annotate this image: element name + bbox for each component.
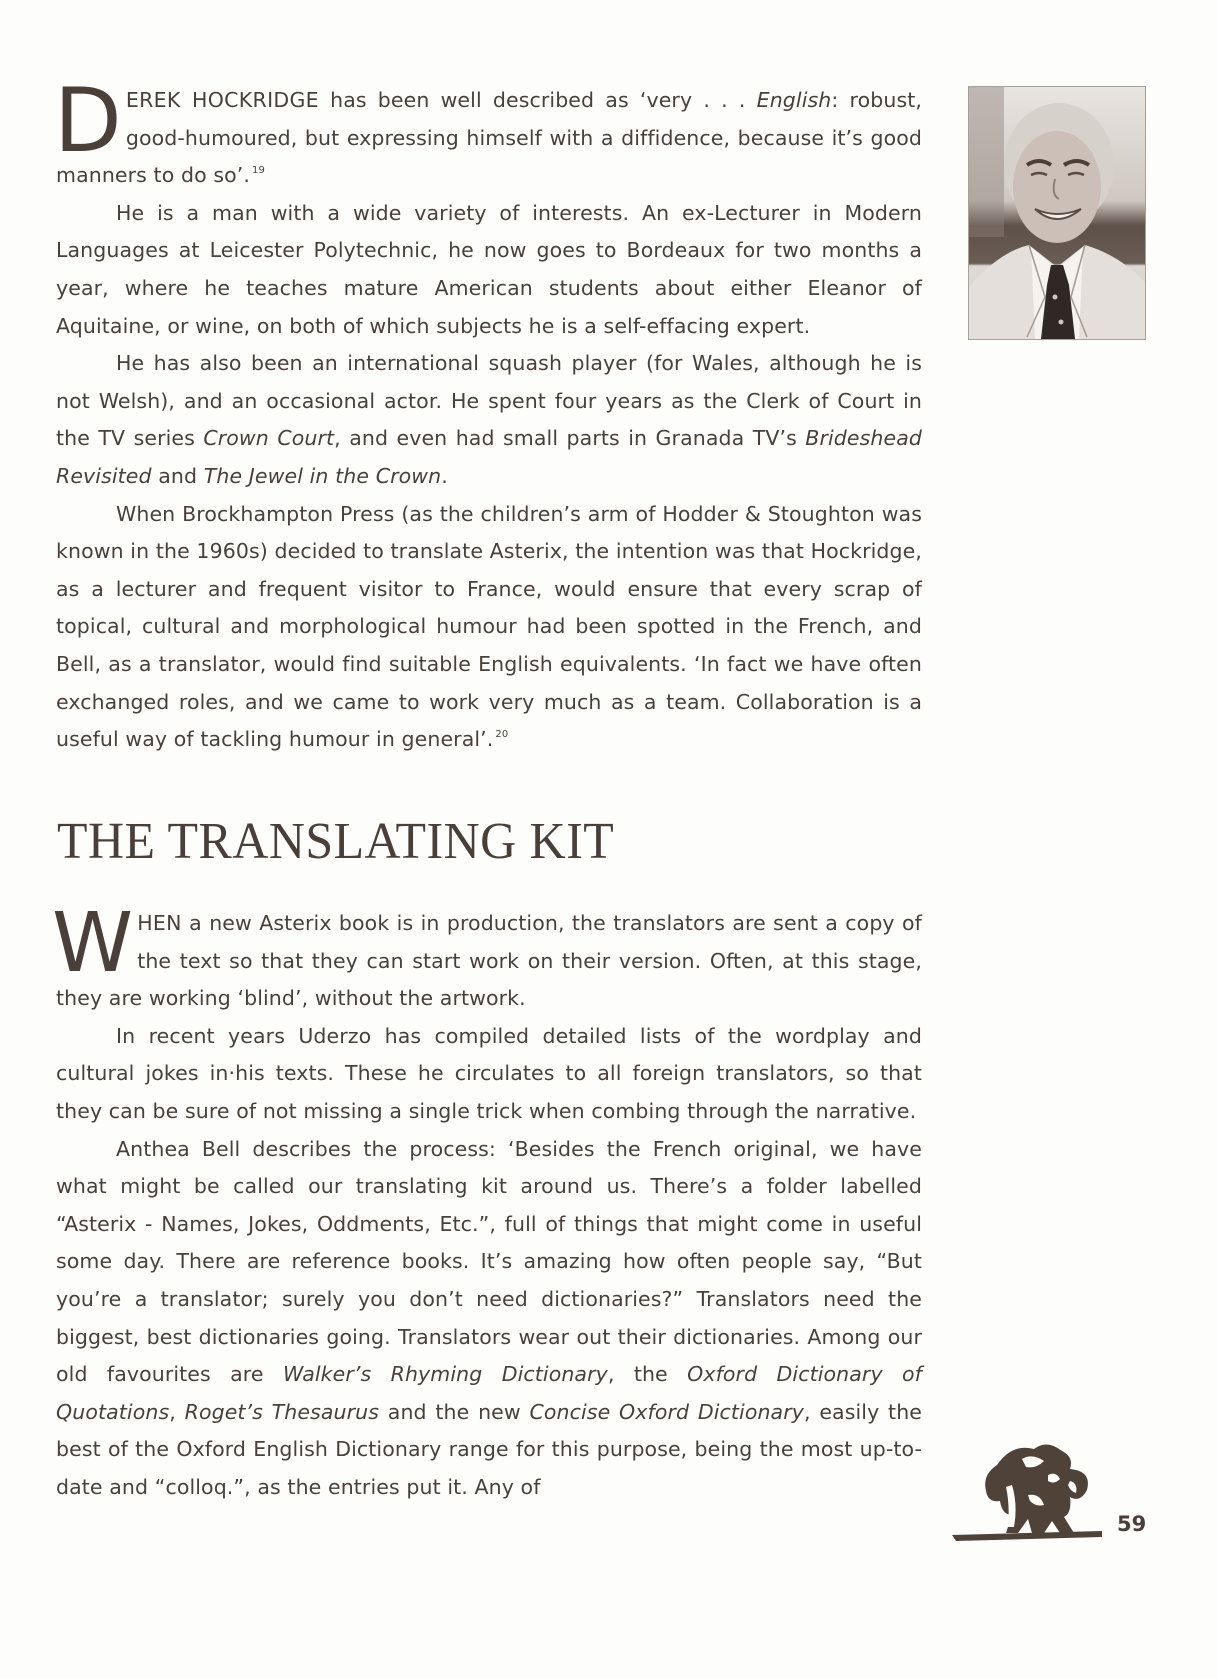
portrait-photo xyxy=(968,86,1146,340)
text-run: , and even had small parts in Granada TV’s xyxy=(334,426,806,451)
paragraph-production xyxy=(52,896,922,1018)
text-run: : robust, good-humoured, but expressing himself with a diffidence, because it’s good manners to do so’. xyxy=(56,88,922,188)
text-run: and the new xyxy=(379,1399,530,1424)
footnote-ref[interactable]: 20 xyxy=(495,729,509,741)
italic-title: Brideshead Revisited xyxy=(56,426,922,488)
italic-title: The Jewel in the Crown xyxy=(203,463,442,488)
section-heading: THE TRANSLATING KIT xyxy=(57,813,615,870)
drop-cap-d: D xyxy=(54,69,122,172)
text-run: . xyxy=(441,463,448,488)
paragraph-uderzo: In recent years Uderzo has compiled detailed lists of the wordplay and cultural jokes in·his texts. These he circulates to all foreign translators, so that they can be sure of not missing a single trick when combing through the narrative. xyxy=(56,1023,922,1123)
paragraph-intro xyxy=(54,69,922,195)
italic-title: Crown Court xyxy=(203,426,335,451)
text-column-top xyxy=(54,69,922,759)
italic-title: Oxford Dictionary of Quotations xyxy=(56,1362,922,1424)
paragraph-brockhampton xyxy=(56,496,922,759)
text-run: , easily the best of the Oxford English Dictionary range for this purpose, being the most up-to-date and “colloq.”, as the entries put it. Any of xyxy=(56,1399,922,1499)
italic-run: English xyxy=(756,88,832,112)
italic-title: Concise Oxford Dictionary xyxy=(529,1399,804,1424)
small-caps-lead: HEN xyxy=(137,911,182,935)
paragraph-anthea-bell xyxy=(56,1131,922,1507)
text-run: a new Asterix book is in production, the translators are sent a copy of the text so that they can start work on their version. Often, at this stage, they are working ‘blind’, without the artwork. xyxy=(56,911,922,1011)
text-run: , xyxy=(169,1399,185,1424)
italic-title: Walker’s Rhyming Dictionary xyxy=(282,1362,608,1387)
paragraph-interests: He is a man with a wide variety of interests. An ex-Lecturer in Modern Languages at Leicester Polytechnic, he now goes to Bordeaux for two months a year, where he teaches mature American students about either Eleanor of Aquitaine, or wine, on both of which subjects he is a self-effacing expert. xyxy=(56,200,922,338)
mascot-illustration-icon xyxy=(952,1435,1112,1549)
footnote-ref[interactable]: 19 xyxy=(251,165,265,177)
text-column-bottom xyxy=(52,896,922,1507)
portrait-image xyxy=(969,87,1145,339)
text-run: He has also been an international squash player (for Wales, although he is not Welsh), and an occasional actor. He spent four years as the Clerk of Court in the TV series xyxy=(56,351,922,451)
small-caps-name: EREK HOCKRIDGE xyxy=(125,88,319,112)
text-run: Anthea Bell describes the process: ‘Besides the French original, we have what might be called our translating kit around us. There’s a folder labelled “Asterix - Names, Jokes, Oddments, Etc.”, full of things that might come in useful some day. There are reference books. It’s amazing how often people say, “But you’re a translator; surely you don’t need dictionaries?” Translators need the biggest, best dictionaries going. Translators wear out their dictionaries. Among our old favourites are xyxy=(56,1136,922,1387)
paragraph-squash xyxy=(56,345,922,495)
text-run: When Brockhampton Press (as the children’s arm of Hodder & Stoughton was known in the 1960s) decided to translate Asterix, the intention was that Hockridge, as a lecturer and frequent visitor to France, would ensure that every scrap of topical, cultural and morphological humour had been spotted in the French, and Bell, as a translator, would find suitable English equivalents. ‘In fact we have often exchanged roles, and we came to work very much as a team. Collaboration is a useful way of tackling humour in general’. xyxy=(56,501,922,752)
text-run: has been well described as ‘very . . . xyxy=(318,88,757,112)
text-run: and xyxy=(151,463,204,488)
drop-cap-w: W xyxy=(52,896,134,991)
page-number: 59 xyxy=(1117,1512,1147,1536)
italic-title: Roget’s Thesaurus xyxy=(184,1399,380,1424)
text-run: , the xyxy=(607,1362,688,1387)
